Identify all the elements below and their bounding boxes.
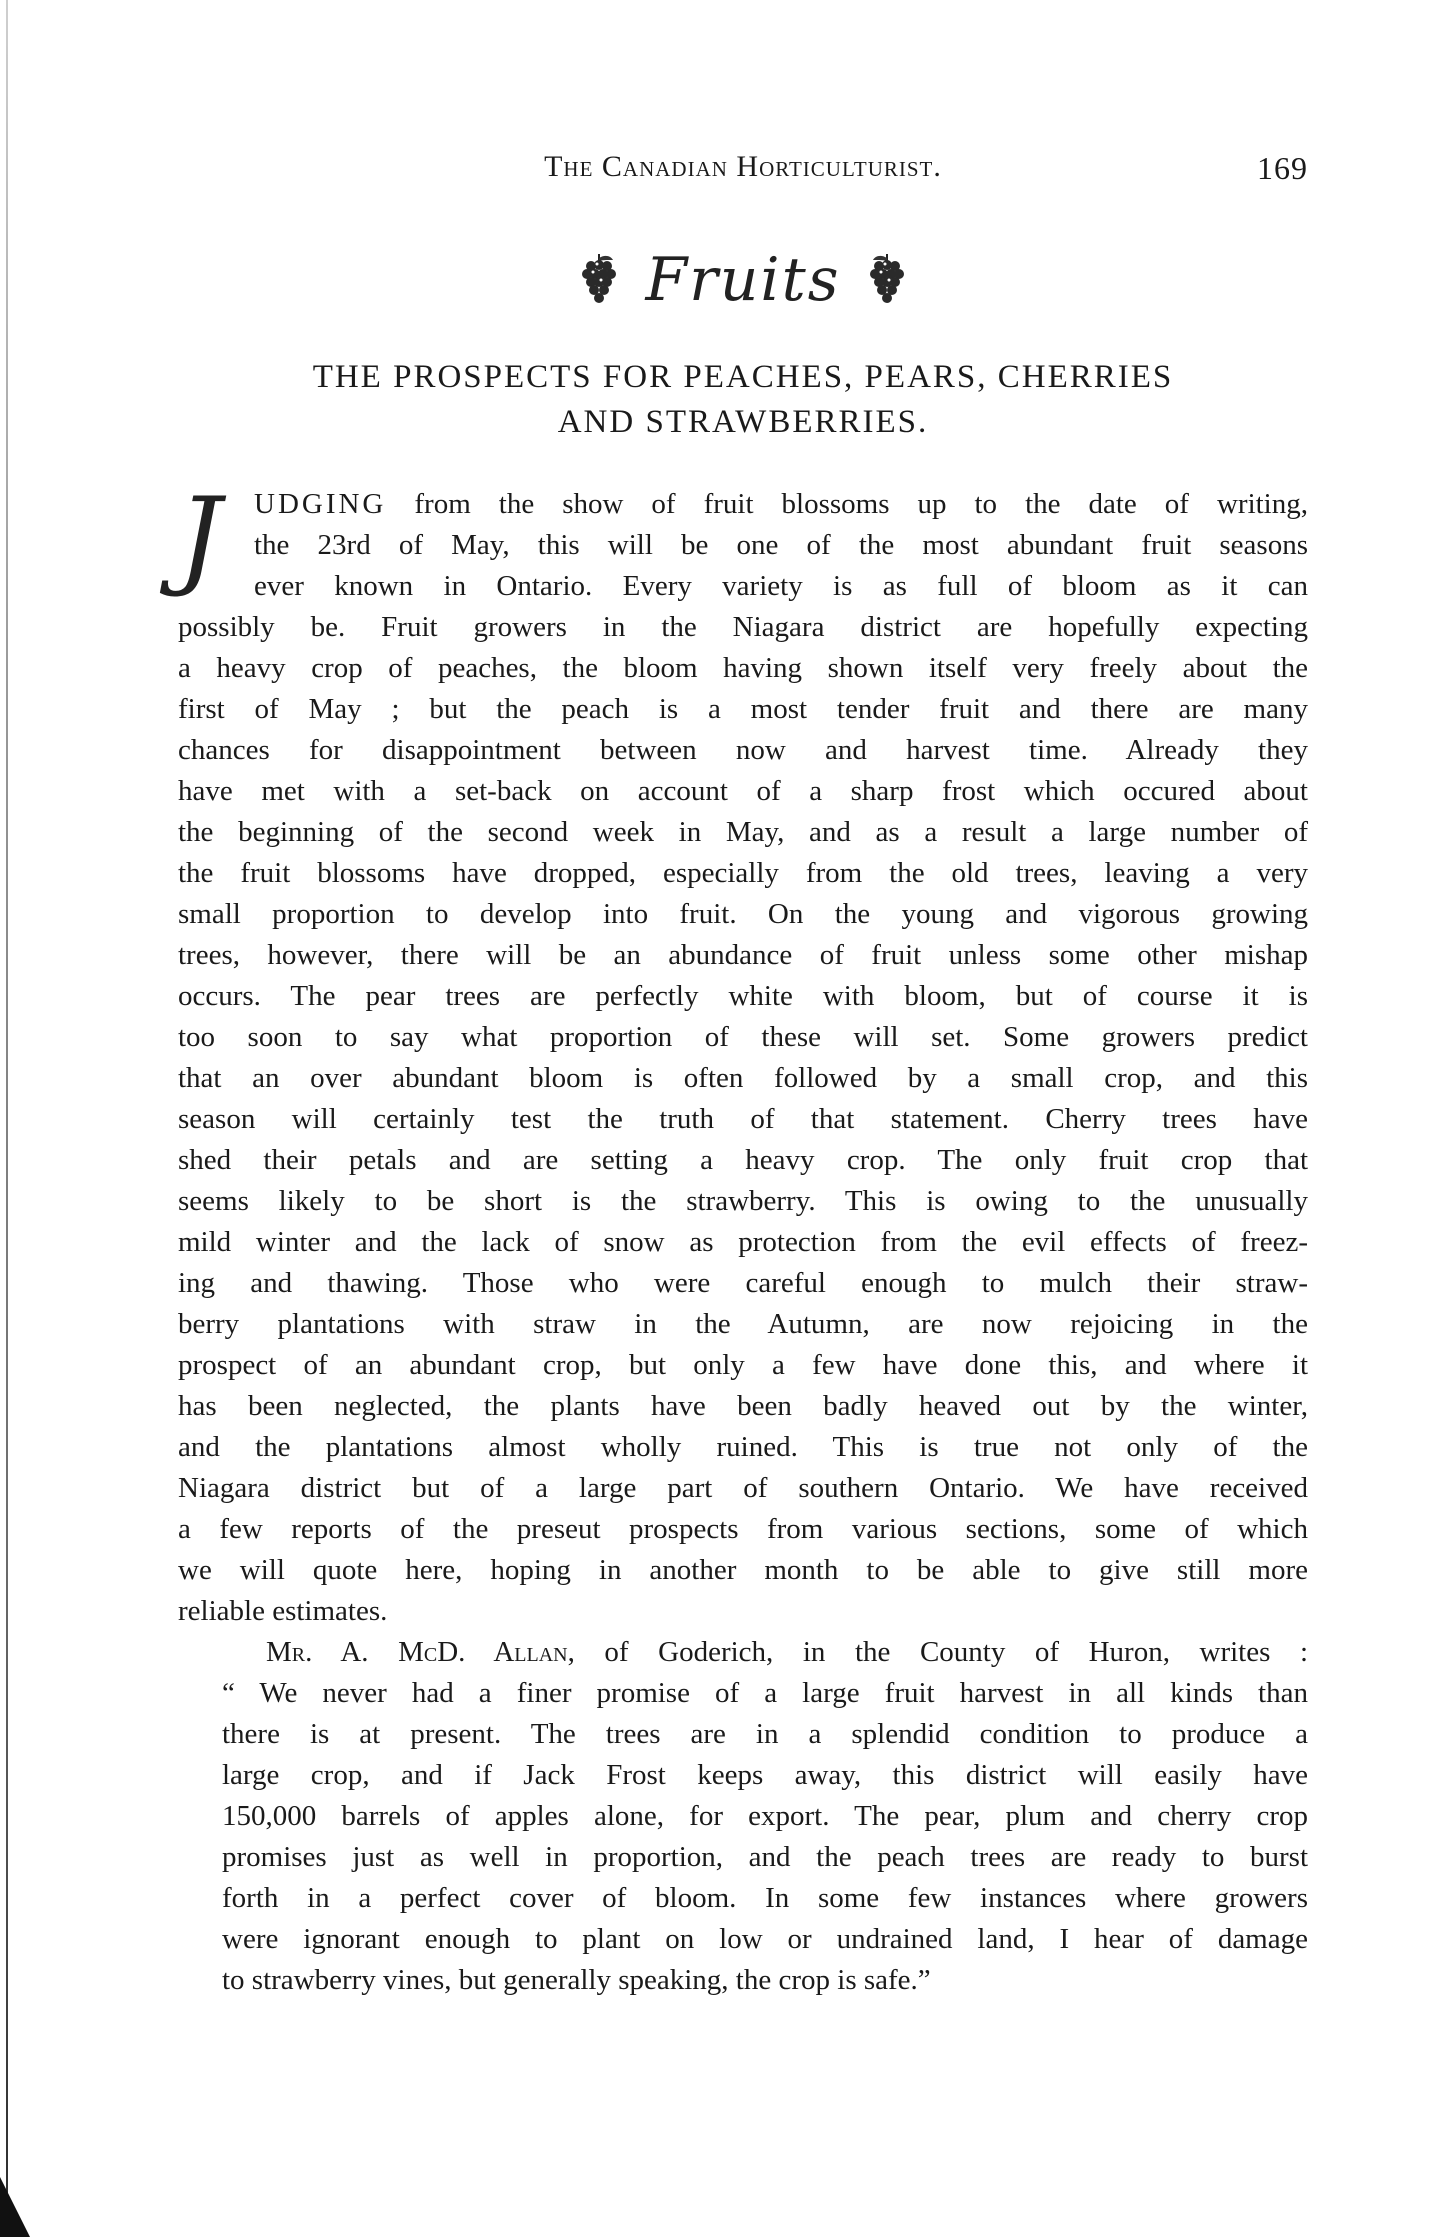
- scan-corner-shadow: [0, 2177, 30, 2237]
- text-line: Niagara district but of a large part of southern Ontario. We have received: [178, 1472, 1308, 1504]
- paragraph: [178, 1632, 1308, 2001]
- text-line: “ We never had a finer promise of a large fruit harvest in all kinds than: [222, 1677, 1308, 1709]
- text-line-rest: , of Goderich, in the County of Huron, writes :: [567, 1636, 1308, 1668]
- article-title: [178, 355, 1308, 445]
- text-line: that an over abundant bloom is often followed by a small crop, and this: [178, 1062, 1308, 1094]
- section-heading: [178, 235, 1308, 325]
- first-word: UDGING: [254, 488, 387, 520]
- text-line: seems likely to be short is the strawberry. This is owing to the unusually: [178, 1185, 1308, 1217]
- text-line: occurs. The pear trees are perfectly white with bloom, but of course it is: [178, 980, 1308, 1012]
- author-name: Mr. A. McD. Allan: [266, 1636, 568, 1668]
- text-line: chances for disappointment between now and harvest time. Already they: [178, 734, 1308, 766]
- page-number: 169: [1257, 150, 1308, 186]
- running-title: The Canadian Horticulturist.: [544, 150, 942, 183]
- text-line: promises just as well in proportion, and the peach trees are ready to burst: [222, 1841, 1308, 1873]
- text-line: a few reports of the preseut prospects from various sections, some of which: [178, 1513, 1308, 1545]
- grape-cluster-icon: [581, 252, 617, 308]
- text-line: small proportion to develop into fruit. On the young and vigorous growing: [178, 898, 1308, 930]
- text-line: possibly be. Fruit growers in the Niagara district are hopefully expecting: [178, 611, 1308, 643]
- text-line: shed their petals and are setting a heavy crop. The only fruit crop that: [178, 1144, 1308, 1176]
- article-title-line: THE PROSPECTS FOR PEACHES, PEARS, CHERRIES: [312, 359, 1174, 395]
- text-line: the 23rd of May, this will be one of the most abundant fruit seasons: [254, 529, 1308, 561]
- text-line: has been neglected, the plants have been badly heaved out by the winter,: [178, 1390, 1308, 1422]
- text-line: first of May ; but the peach is a most tender fruit and there are many: [178, 693, 1308, 725]
- text-line: the beginning of the second week in May, and as a result a large number of: [178, 816, 1308, 848]
- text-line: to strawberry vines, but generally speaking, the crop is safe.”: [222, 1964, 931, 1996]
- text-line: [178, 1632, 1308, 1673]
- text-line: there is at present. The trees are in a splendid condition to produce a: [222, 1718, 1308, 1750]
- scan-edge-shadow: [6, 0, 8, 2237]
- article-title-line: AND STRAWBERRIES.: [557, 404, 929, 440]
- text-line: a heavy crop of peaches, the bloom having shown itself very freely about the: [178, 652, 1308, 684]
- article-body: [178, 475, 1308, 2001]
- text-line: we will quote here, hoping in another month to be able to give still more: [178, 1554, 1308, 1586]
- paragraph: [178, 475, 1308, 1632]
- text-line: ing and thawing. Those who were careful enough to mulch their straw-: [178, 1267, 1308, 1299]
- grape-cluster-icon: [869, 252, 905, 308]
- text-line: have met with a set-back on account of a sharp frost which occured about: [178, 775, 1308, 807]
- text-line-rest: from the show of fruit blossoms up to the date of writing,: [386, 488, 1308, 520]
- section-title: Fruits: [645, 245, 841, 315]
- text-line: trees, however, there will be an abundance of fruit unless some other mishap: [178, 939, 1308, 971]
- text-line: the fruit blossoms have dropped, especially from the old trees, leaving a very: [178, 857, 1308, 889]
- drop-cap: J: [178, 475, 222, 600]
- text-line: reliable estimates.: [178, 1595, 388, 1627]
- text-line: season will certainly test the truth of that statement. Cherry trees have: [178, 1103, 1308, 1135]
- text-line: 150,000 barrels of apples alone, for export. The pear, plum and cherry crop: [222, 1800, 1308, 1832]
- text-line: large crop, and if Jack Frost keeps away, this district will easily have: [222, 1759, 1308, 1791]
- text-line: [178, 484, 1308, 525]
- text-line: forth in a perfect cover of bloom. In some few instances where growers: [222, 1882, 1308, 1914]
- running-head: [178, 150, 1308, 190]
- text-line: ever known in Ontario. Every variety is as full of bloom as it can: [254, 570, 1308, 602]
- text-line: too soon to say what proportion of these will set. Some growers predict: [178, 1021, 1308, 1053]
- text-line: were ignorant enough to plant on low or undrained land, I hear of damage: [222, 1923, 1308, 1955]
- text-line: and the plantations almost wholly ruined. This is true not only of the: [178, 1431, 1308, 1463]
- text-line: berry plantations with straw in the Autumn, are now rejoicing in the: [178, 1308, 1308, 1340]
- text-line: prospect of an abundant crop, but only a few have done this, and where it: [178, 1349, 1308, 1381]
- text-line: mild winter and the lack of snow as protection from the evil effects of freez-: [178, 1226, 1308, 1258]
